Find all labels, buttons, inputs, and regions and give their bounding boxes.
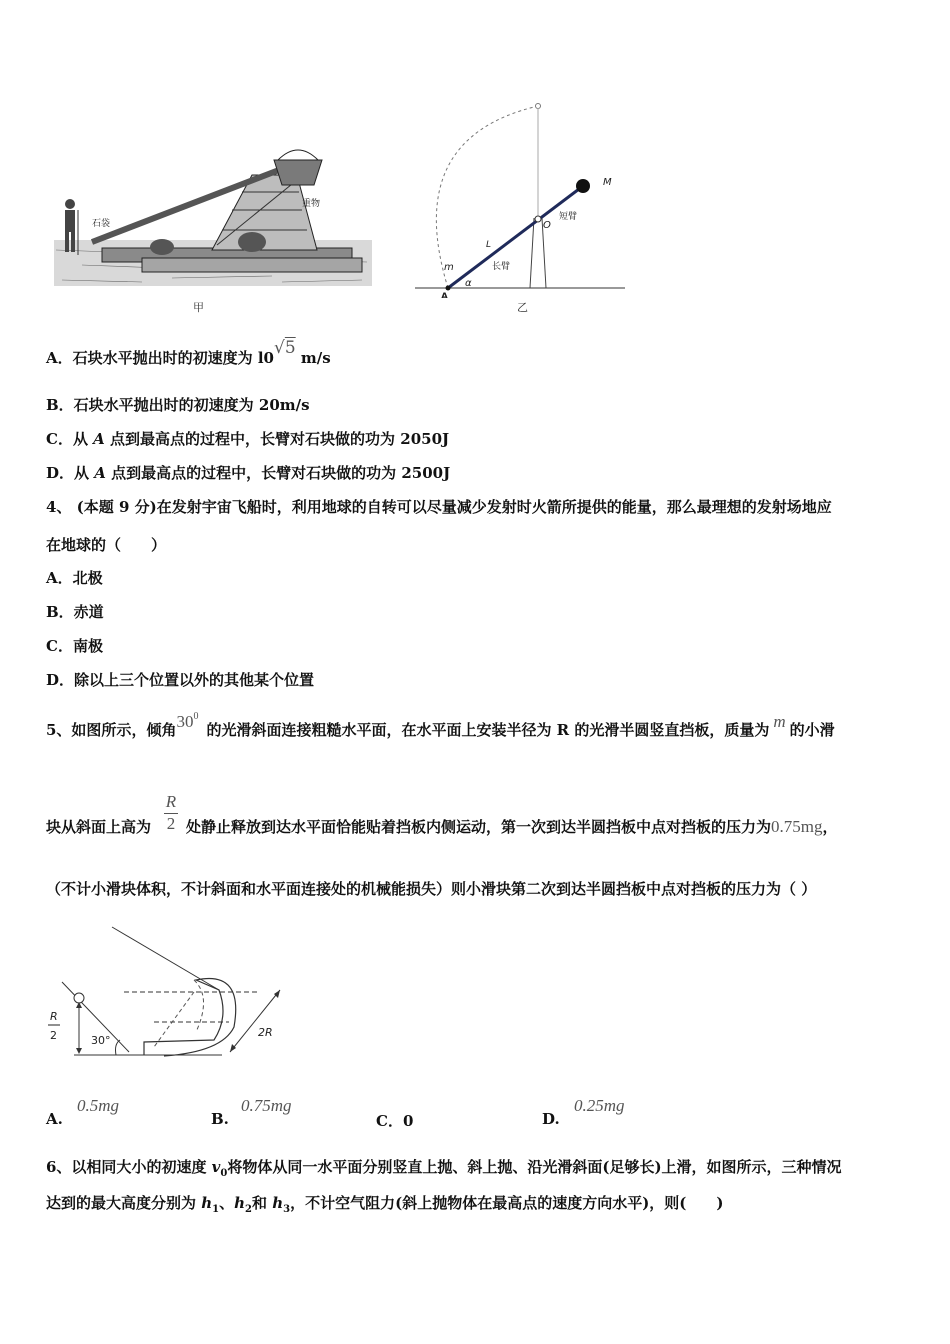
- q5-option-c: C．0: [376, 1112, 414, 1130]
- q4-stem-line1: 4、 (本题 9 分)在发射宇宙飞船时，利用地球的自转可以尽量减少发射时火箭所提供的能量，那么最理想的发射场地应: [46, 498, 832, 516]
- q3-option-b: B．石块水平抛出时的初速度为 20m/s: [46, 396, 310, 414]
- q5-option-d-value: 0.25mg: [574, 1096, 625, 1115]
- label-stone-bag: 石袋: [92, 219, 111, 229]
- label-O: O: [543, 220, 551, 231]
- label-L: L: [486, 240, 492, 250]
- fig-label-2: 2: [50, 1029, 57, 1042]
- q5-option-b-label: B.: [211, 1110, 229, 1128]
- figure-jia-caption: 甲: [193, 301, 204, 314]
- q3-option-c: C．从 A 点到最高点的过程中，长臂对石块做的功为 2050J: [46, 430, 450, 448]
- q6-stem-line1: 6、以相同大小的初速度 $v_0$将物体从同一水平面分别竖直上抛、斜上抛、沿光滑斜面(足够长)上滑，如图所示，三种情况: [46, 1158, 842, 1179]
- q6-stem-line2: 达到的最大高度分别为 $h_1$、$h_2$和 $h_3$，不计空气阻力(斜上抛物体在最高点的速度方向水平)，则( ): [46, 1194, 724, 1215]
- q3-option-a: A．石块水平抛出时的初速度为 l0√5 m/s: [46, 338, 331, 367]
- label-weight: 重物: [302, 199, 321, 209]
- q5-option-a-value: 0.5mg: [77, 1096, 120, 1115]
- fig-label-2R: 2R: [258, 1026, 273, 1039]
- q4-stem-line2: 在地球的（ ）: [46, 536, 167, 554]
- label-alpha: α: [465, 278, 472, 289]
- q5-stem-line2: 块从斜面上高为: [46, 818, 152, 836]
- label-long-arm: 长臂: [492, 262, 511, 272]
- label-m: m: [444, 262, 454, 273]
- q3-option-d: D．从 A 点到最高点的过程中，长臂对石块做的功为 2500J: [46, 464, 451, 482]
- q5-option-d-label: D.: [542, 1110, 560, 1128]
- q4-option-a: A．北极: [46, 569, 103, 587]
- figure-yi-lever: [410, 98, 635, 298]
- label-A: A: [441, 292, 448, 298]
- label-M: M: [603, 177, 612, 188]
- sqrt-symbol: √5: [274, 338, 296, 358]
- figure-yi-caption: 乙: [517, 301, 528, 314]
- q4-option-c: C．南极: [46, 637, 103, 655]
- q5-stem-line1: 5、如图所示，倾角$30^0$的光滑斜面连接粗糙水平面，在水平面上安装半径为 R 的光滑半圆竖直挡板，质量为 m 的小滑: [46, 711, 835, 739]
- fig-label-R: R: [50, 1010, 58, 1023]
- label-short-arm: 短臂: [559, 212, 578, 222]
- figure-jia-trebuchet: [52, 140, 374, 290]
- q5-stem-line3: （不计小滑块体积，不计斜面和水平面连接处的机械能损失）则小滑块第二次到达半圆挡板中点对挡板的压力为（ ）: [46, 880, 817, 898]
- q5-stem-line2-cont: 处静止释放到达水平面恰能贴着挡板内侧运动，第一次到达半圆挡板中点对挡板的压力为0.75mg，: [186, 817, 838, 836]
- fig-label-30deg: 30°: [91, 1034, 111, 1047]
- q5-figure-incline-semicircle: [44, 922, 294, 1062]
- q5-option-a-label: A.: [46, 1110, 63, 1128]
- q4-option-b: B．赤道: [46, 603, 104, 621]
- q5-option-b-value: 0.75mg: [241, 1096, 292, 1115]
- q4-option-d: D．除以上三个位置以外的其他某个位置: [46, 671, 315, 689]
- fraction-r-over-2: R 2: [165, 792, 177, 833]
